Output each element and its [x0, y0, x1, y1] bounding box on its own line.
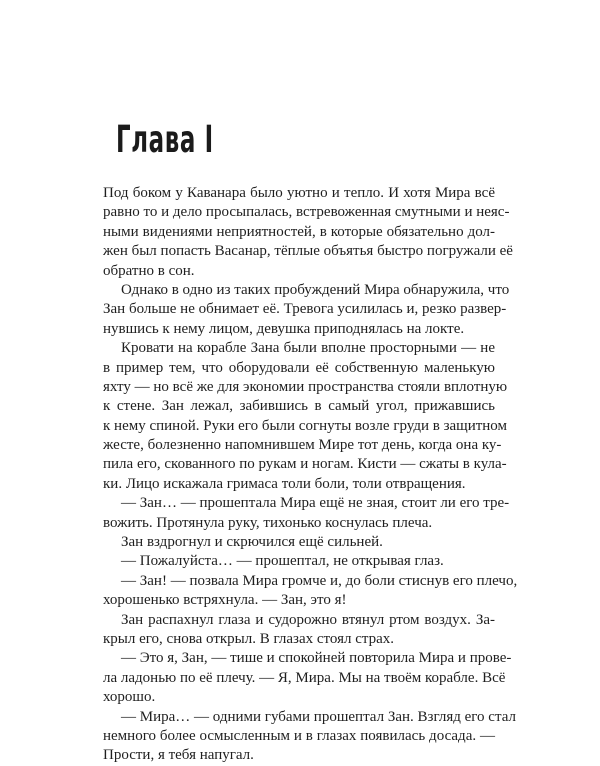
text-line: к нему спиной. Руки его были согнуты возле груди в защитном [103, 417, 508, 434]
text-line: — Пожалуйста… — прошептал, не открывая глаз. [121, 553, 444, 570]
text-line: — Это я, Зан, — тише и спокойней повторила Мира и прове- [121, 650, 512, 667]
text-line: немного более осмысленным и в глазах появилась досада. — [103, 727, 495, 744]
text-line: Зан распахнул глаза и судорожно втянул ртом воздух. За- [121, 611, 495, 628]
text-line: крыл его, снова открыл. В глазах стоял страх. [103, 630, 395, 647]
text-line: Зан больше не обнимает её. Тревога усилилась и, резко развер- [103, 301, 507, 318]
text-line: ными видениями неприятностей, в которые обязательно дол- [103, 223, 495, 240]
text-line: вожить. Протянула руку, тихонько коснулась плеча. [103, 514, 433, 531]
text-line: яхту — но всё же для экономии пространства стояли вплотную [103, 378, 508, 395]
text-line: Под боком у Каванара было уютно и тепло. И хотя Мира всё [103, 185, 495, 201]
text-line: Однако в одно из таких пробуждений Мира обнаружила, что [121, 281, 510, 298]
chapter-title: Глава I [116, 118, 214, 161]
text-line: жесте, болезненно напомнившем Мире тот день, когда она ку- [103, 437, 502, 454]
text-line: нувшись к нему лицом, девушка приподнялась на локте. [103, 320, 465, 337]
text-line: Зан вздрогнул и скрючился ещё сильней. [121, 534, 383, 551]
chapter-body-text [103, 184, 518, 766]
text-line: хорошо. [103, 689, 156, 706]
text-line: — Зан! — позвала Мира громче и, до боли стиснув его плечо, [121, 572, 518, 589]
text-line: Прости, я тебя напугал. [103, 747, 254, 764]
text-line: к стене. Зан лежал, забившись в самый угол, прижавшись [103, 398, 495, 415]
text-line: — Зан… — прошептала Мира ещё не зная, стоит ли его тре- [121, 495, 510, 512]
text-line: — Мира… — одними губами прошептал Зан. Взгляд его стал [121, 708, 516, 725]
text-line: пила его, скованного по рукам и ногам. Кисти — сжаты в кула- [103, 456, 507, 473]
text-line: хорошенько встряхнула. — Зан, это я! [103, 592, 347, 609]
text-line: ки. Лицо искажала гримаса толи боли, толи отвращения. [103, 475, 466, 492]
text-line: ла ладонью по её плечу. — Я, Мира. Мы на твоём корабле. Всё [103, 669, 506, 686]
text-line: Кровати на корабле Зана были вполне просторными — не [121, 340, 495, 357]
text-line: обратно в сон. [103, 262, 195, 279]
text-line: в пример тем, что оборудовали её собственную маленькую [103, 359, 495, 376]
text-line: равно то и дело просыпалась, встревоженная смутными и неяс- [103, 204, 510, 221]
text-line: жен был попасть Васанар, тёплые объятья быстро погружали её [103, 243, 513, 260]
